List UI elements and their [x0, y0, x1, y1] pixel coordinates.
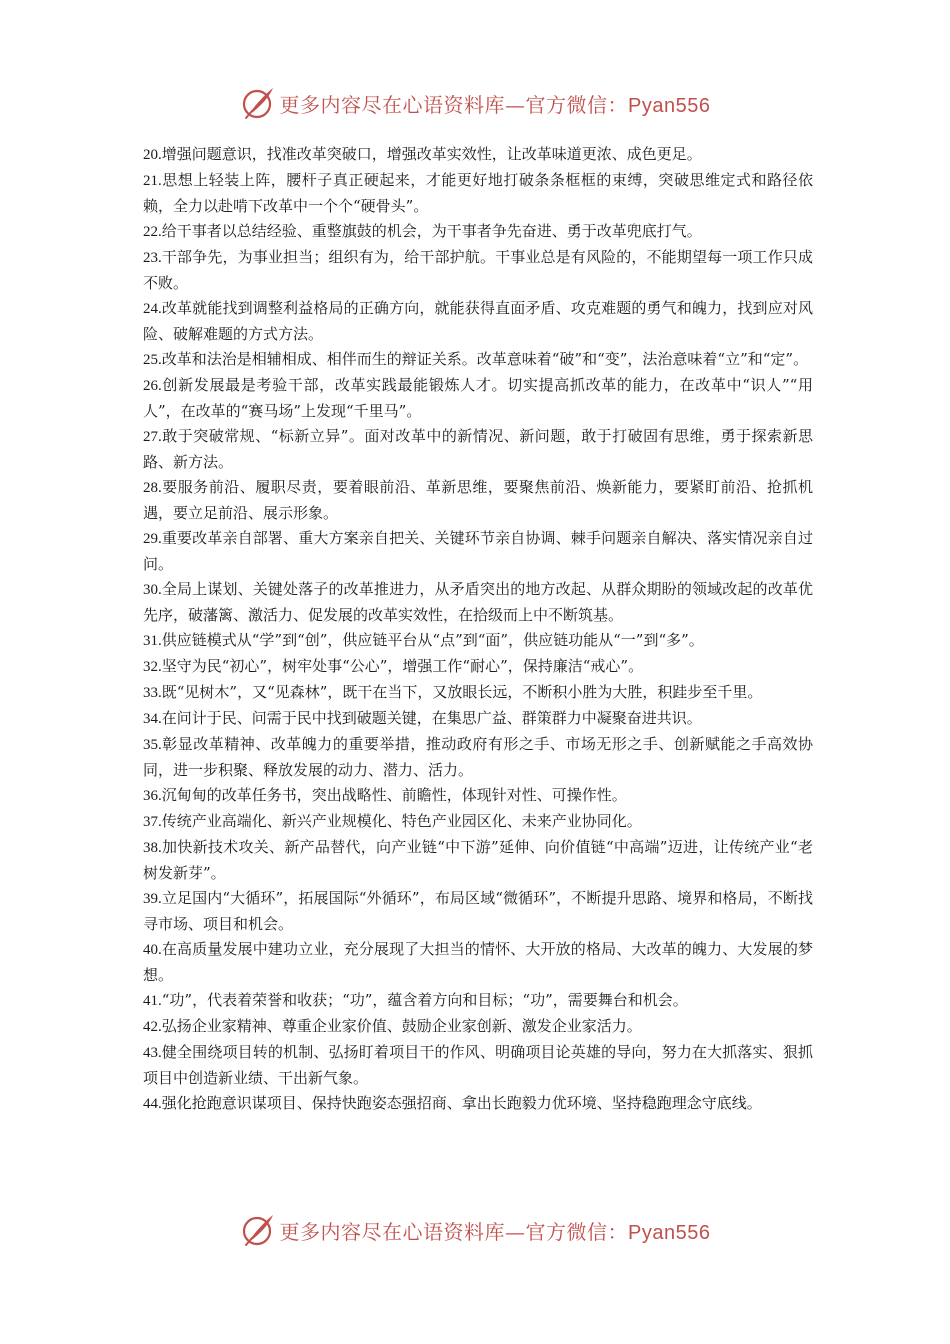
item-text: 思想上轻装上阵，腰杆子真正硬起来，才能更好地打破条条框框的束缚，突破思维定式和路径依赖，全力以赴啃下改革中一个个“硬骨头”。	[143, 171, 813, 215]
list-item	[143, 245, 813, 296]
item-number: 29.	[143, 531, 162, 547]
item-number: 31.	[143, 633, 162, 649]
item-number: 30.	[143, 582, 162, 598]
item-number: 23.	[143, 250, 162, 266]
list-item	[143, 526, 813, 577]
item-text: 坚守为民“初心”，树牢处事“公心”，增强工作“耐心”，保持廉洁“戒心”。	[161, 657, 644, 675]
item-number: 41.	[143, 993, 162, 1009]
item-number: 43.	[143, 1045, 162, 1061]
item-text: 改革就能找到调整利益格局的正确方向，就能获得直面矛盾、攻克难题的勇气和魄力，找到应对风险、破解难题的方式方法。	[143, 299, 813, 343]
item-text: “功”，代表着荣誉和收获；“功”，蕴含着方向和目标；“功”，需要舞台和机会。	[161, 991, 688, 1009]
item-text: 全局上谋划、关键处落子的改革推进力，从矛盾突出的地方改起、从群众期盼的领域改起的改革优先序，破藩篱、激活力、促发展的改革实效性，在拾级而上中不断筑基。	[143, 580, 813, 624]
list-item	[143, 1014, 813, 1040]
list-item	[143, 1040, 813, 1091]
item-text: 干部争先，为事业担当；组织有为，给干部护航。干事业总是有风险的，不能期望每一项工作只成不败。	[143, 248, 813, 292]
list-item	[143, 577, 813, 628]
item-text: 创新发展最是考验干部，改革实践最能锻炼人才。切实提高抓改革的能力，在改革中“识人”“用人”，在改革的“赛马场”上发现“千里马”。	[143, 376, 813, 420]
item-number: 25.	[143, 352, 162, 368]
item-text: 既“见树木”，又“见森林”，既干在当下，又放眼长远，不断积小胜为大胜，积跬步至千里。	[161, 683, 763, 701]
item-number: 27.	[143, 429, 162, 445]
list-item	[143, 168, 813, 219]
item-text: 健全围绕项目转的机制、弘扬盯着项目干的作风、明确项目论英雄的导向，努力在大抓落实、狠抓项目中创造新业绩、干出新气象。	[143, 1043, 813, 1087]
item-number: 44.	[143, 1096, 162, 1112]
item-text: 彰显改革精神、改革魄力的重要举措，推动政府有形之手、市场无形之手、创新赋能之手高效协同，进一步积聚、释放发展的动力、潜力、活力。	[143, 735, 813, 779]
header-watermark	[0, 83, 950, 123]
quill-pen-logo-icon	[240, 1212, 276, 1248]
item-number: 26.	[143, 378, 162, 394]
item-text: 加快新技术攻关、新产品替代，向产业链“中下游”延伸、向价值链“中高端”迈进，让传统产业“老树发新芽”。	[143, 838, 813, 882]
item-text: 给干事者以总结经验、重整旗鼓的机会，为干事者争先奋进、勇于改革兜底打气。	[161, 222, 702, 240]
document-body	[143, 142, 813, 1117]
list-item	[143, 424, 813, 475]
item-text: 弘扬企业家精神、尊重企业家价值、鼓励企业家创新、激发企业家活力。	[161, 1017, 642, 1035]
item-text: 敢于突破常规、“标新立异”。面对改革中的新情况、新问题，敢于打破固有思维，勇于探索新思路、新方法。	[143, 427, 813, 471]
list-item	[143, 835, 813, 886]
item-number: 28.	[143, 480, 162, 496]
item-number: 40.	[143, 942, 162, 958]
list-item	[143, 886, 813, 937]
footer-watermark	[0, 1210, 950, 1250]
list-item	[143, 988, 813, 1014]
watermark-text: 更多内容尽在心语资料库—官方微信：Pyan556	[279, 92, 711, 117]
item-number: 37.	[143, 814, 162, 830]
list-item	[143, 706, 813, 732]
list-item	[143, 654, 813, 680]
item-text: 在高质量发展中建功立业，充分展现了大担当的情怀、大开放的格局、大改革的魄力、大发展的梦想。	[143, 940, 813, 984]
wechat-id: Pyan556	[628, 1221, 711, 1244]
item-number: 20.	[143, 147, 162, 163]
list-item	[143, 373, 813, 424]
item-text: 要服务前沿、履职尽责，要着眼前沿、革新思维，要聚焦前沿、焕新能力，要紧盯前沿、抢抓机遇，要立足前沿、展示形象。	[143, 478, 813, 522]
item-number: 36.	[143, 788, 162, 804]
item-number: 33.	[143, 685, 162, 701]
item-number: 22.	[143, 224, 162, 240]
quill-pen-logo-icon	[240, 85, 276, 121]
item-text: 沉甸甸的改革任务书，突出战略性、前瞻性，体现针对性、可操作性。	[161, 786, 627, 804]
item-text: 立足国内“大循环”，拓展国际“外循环”，布局区域“微循环”，不断提升思路、境界和格局，不断找寻市场、项目和机会。	[143, 889, 813, 933]
item-number: 34.	[143, 711, 162, 727]
list-item	[143, 937, 813, 988]
list-item	[143, 219, 813, 245]
item-number: 24.	[143, 301, 162, 317]
list-item	[143, 809, 813, 835]
list-item	[143, 1091, 813, 1117]
list-item	[143, 142, 813, 168]
list-item	[143, 347, 813, 373]
wechat-id: Pyan556	[628, 94, 711, 117]
numbered-list	[143, 142, 813, 1117]
item-number: 38.	[143, 840, 162, 856]
item-text: 在问计于民、问需于民中找到破题关键，在集思广益、群策群力中凝聚奋进共识。	[161, 709, 702, 727]
item-text: 改革和法治是相辅相成、相伴而生的辩证关系。改革意味着“破”和“变”，法治意味着“立”和“定”。	[161, 350, 809, 368]
list-item	[143, 628, 813, 654]
watermark-text: 更多内容尽在心语资料库—官方微信：Pyan556	[279, 1219, 711, 1244]
list-item	[143, 783, 813, 809]
item-text: 强化抢跑意识谋项目、保持快跑姿态强招商、拿出长跑毅力优环境、坚持稳跑理念守底线。	[161, 1094, 762, 1112]
list-item	[143, 296, 813, 347]
list-item	[143, 475, 813, 526]
item-number: 39.	[143, 891, 162, 907]
item-text: 供应链模式从“学”到“创”，供应链平台从“点”到“面”，供应链功能从“一”到“多”。	[161, 631, 704, 649]
list-item	[143, 680, 813, 706]
list-item	[143, 732, 813, 783]
item-text: 传统产业高端化、新兴产业规模化、特色产业园区化、未来产业协同化。	[161, 812, 642, 830]
item-number: 32.	[143, 659, 162, 675]
item-text: 重要改革亲自部署、重大方案亲自把关、关键环节亲自协调、棘手问题亲自解决、落实情况亲自过问。	[143, 529, 813, 573]
item-number: 35.	[143, 737, 162, 753]
item-number: 42.	[143, 1019, 162, 1035]
item-text: 增强问题意识，找准改革突破口，增强改革实效性，让改革味道更浓、成色更足。	[161, 145, 702, 163]
item-number: 21.	[143, 173, 162, 189]
